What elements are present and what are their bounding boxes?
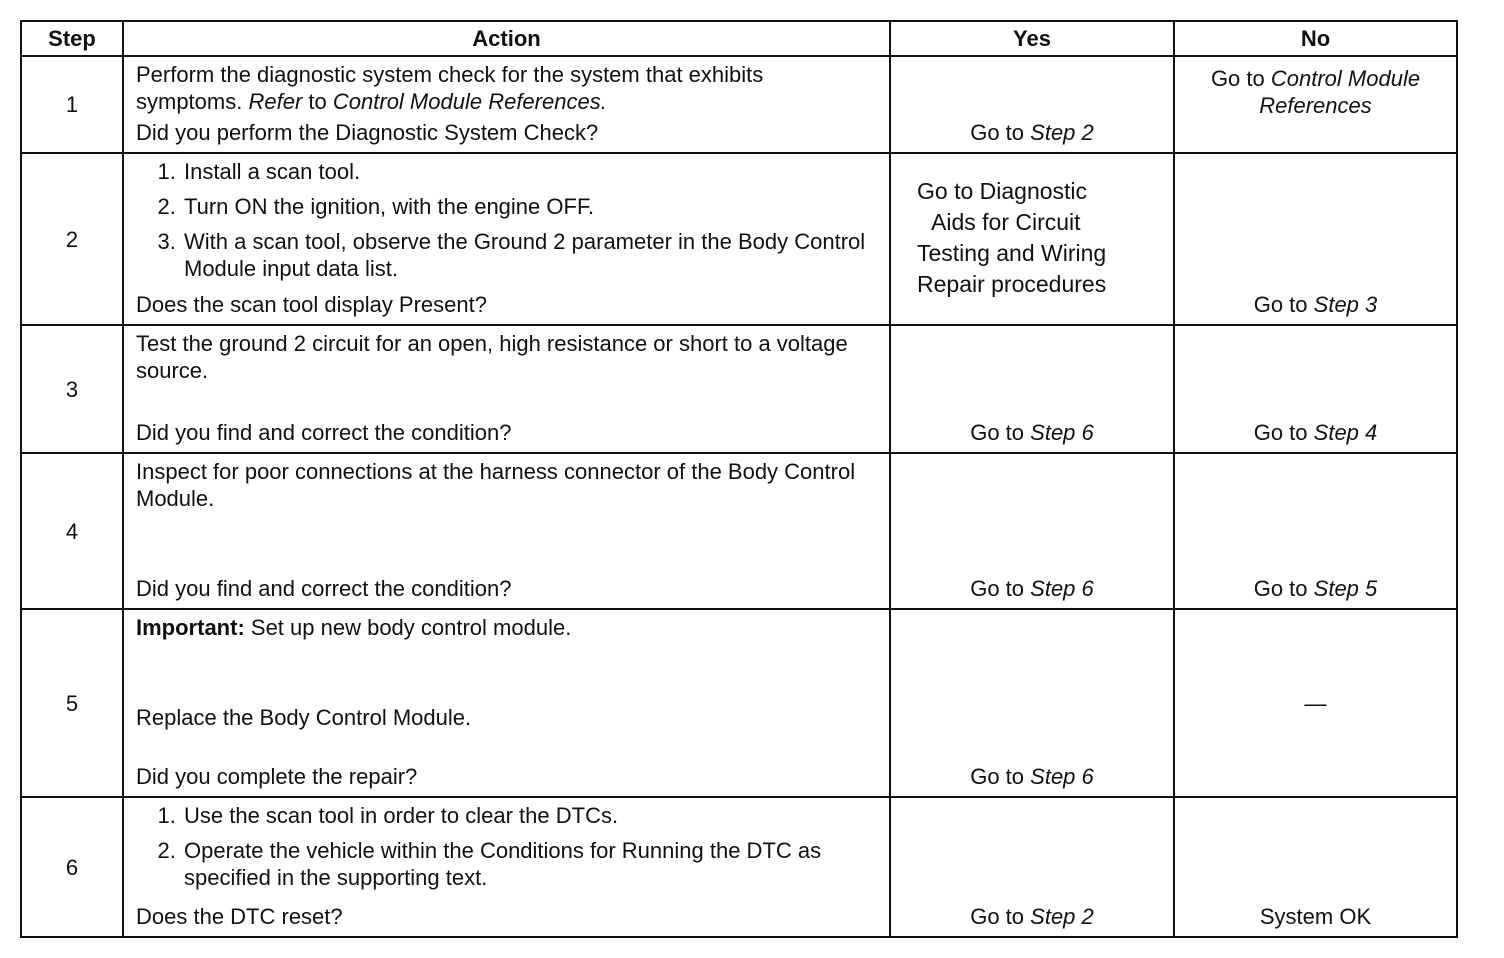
header-no: No: [1174, 21, 1457, 56]
list-item: 3. With a scan tool, observe the Ground 2 parameter in the Body Control Module input data list.: [182, 228, 879, 282]
table-row: [21, 453, 1457, 609]
step-number: 1: [21, 56, 123, 153]
action-cell: [123, 325, 890, 453]
yes-cell: [890, 153, 1174, 325]
step-number: 3: [21, 325, 123, 453]
action-text: to: [308, 89, 327, 114]
action-cell: [123, 609, 890, 797]
diagnostic-table: [20, 20, 1458, 938]
no-cell: [1174, 153, 1457, 325]
no-cell: [1174, 797, 1457, 937]
goto-text: Go to: [970, 576, 1025, 601]
goto-text: Go to: [1210, 66, 1265, 91]
yes-cell: [890, 797, 1174, 937]
question-text: Did you complete the repair?: [136, 764, 418, 789]
goto-text: Go to: [970, 764, 1025, 789]
action-steps-list: [136, 802, 879, 891]
action-cell: [123, 153, 890, 325]
goto-text: Go to: [970, 420, 1025, 445]
list-item: 2. Turn ON the ignition, with the engine OFF.: [182, 193, 879, 220]
action-text: Replace the Body Control Module.: [136, 705, 472, 730]
action-text: Test the ground 2 circuit for an open, high resistance or short to a voltage source.: [136, 331, 848, 383]
step-number: 4: [21, 453, 123, 609]
goto-text: Go to: [1253, 292, 1308, 317]
action-text: Perform the diagnostic system check for the system that exhibits: [136, 62, 764, 87]
question-text: Does the scan tool display Present?: [136, 292, 487, 317]
yes-text-line[interactable]: Go to Diagnostic: [917, 178, 1088, 204]
action-text: symptoms.: [136, 89, 243, 114]
goto-text: Go to: [970, 904, 1025, 929]
yes-cell: [890, 325, 1174, 453]
yes-text-line[interactable]: Repair procedures: [917, 271, 1107, 297]
question-text: Does the DTC reset?: [136, 904, 343, 929]
list-item: 1. Use the scan tool in order to clear the DTCs.: [182, 802, 879, 829]
goto-text: Go to: [970, 120, 1025, 145]
important-label: Important:: [136, 615, 245, 640]
system-ok-text: System OK: [1259, 904, 1372, 929]
header-row: [21, 21, 1457, 56]
no-cell: [1174, 56, 1457, 153]
goto-step-link[interactable]: Step 3: [1313, 292, 1378, 317]
list-item: 2. Operate the vehicle within the Conditions for Running the DTC as specified in the supporting text.: [182, 837, 879, 891]
table-row: [21, 797, 1457, 937]
action-steps-list: [136, 158, 879, 282]
important-text: Set up new body control module.: [250, 615, 572, 640]
header-yes: Yes: [890, 21, 1174, 56]
goto-step-link[interactable]: Step 6: [1030, 764, 1094, 789]
step-number: 5: [21, 609, 123, 797]
goto-reference-link[interactable]: Control Module: [1270, 66, 1421, 91]
goto-step-link[interactable]: Step 4: [1313, 420, 1378, 445]
no-cell: [1174, 453, 1457, 609]
no-cell: [1174, 325, 1457, 453]
goto-step-link[interactable]: Step 2: [1030, 120, 1094, 145]
goto-step-link[interactable]: Step 5: [1313, 576, 1378, 601]
yes-cell: [890, 56, 1174, 153]
goto-step-link[interactable]: Step 2: [1030, 904, 1094, 929]
action-cell: [123, 797, 890, 937]
question-text: Did you find and correct the condition?: [136, 576, 512, 601]
no-cell: [1174, 609, 1457, 797]
goto-reference-link[interactable]: References: [1259, 93, 1372, 118]
table-row: [21, 609, 1457, 797]
no-value-dash: —: [1304, 690, 1327, 716]
table-row: [21, 56, 1457, 153]
step-number: 2: [21, 153, 123, 325]
action-text: Inspect for poor connections at the harness connector of the Body Control Module.: [136, 459, 856, 511]
action-cell: [123, 56, 890, 153]
refer-text: Refer: [248, 89, 303, 114]
table-row: [21, 153, 1457, 325]
goto-text: Go to: [1253, 420, 1308, 445]
step-number: 6: [21, 797, 123, 937]
goto-step-link[interactable]: Step 6: [1030, 576, 1094, 601]
yes-text-line[interactable]: Testing and Wiring: [917, 240, 1107, 266]
reference-link[interactable]: Control Module References.: [332, 89, 607, 114]
yes-cell: [890, 609, 1174, 797]
table-row: [21, 325, 1457, 453]
action-cell: [123, 453, 890, 609]
question-text: Did you perform the Diagnostic System Check?: [136, 120, 599, 145]
goto-text: Go to: [1253, 576, 1308, 601]
yes-text-line[interactable]: Aids for Circuit: [931, 209, 1081, 235]
goto-step-link[interactable]: Step 6: [1030, 420, 1094, 445]
yes-cell: [890, 453, 1174, 609]
header-step: Step: [21, 21, 123, 56]
question-text: Did you find and correct the condition?: [136, 420, 512, 445]
list-item: 1. Install a scan tool.: [182, 158, 879, 185]
header-action: Action: [123, 21, 890, 56]
